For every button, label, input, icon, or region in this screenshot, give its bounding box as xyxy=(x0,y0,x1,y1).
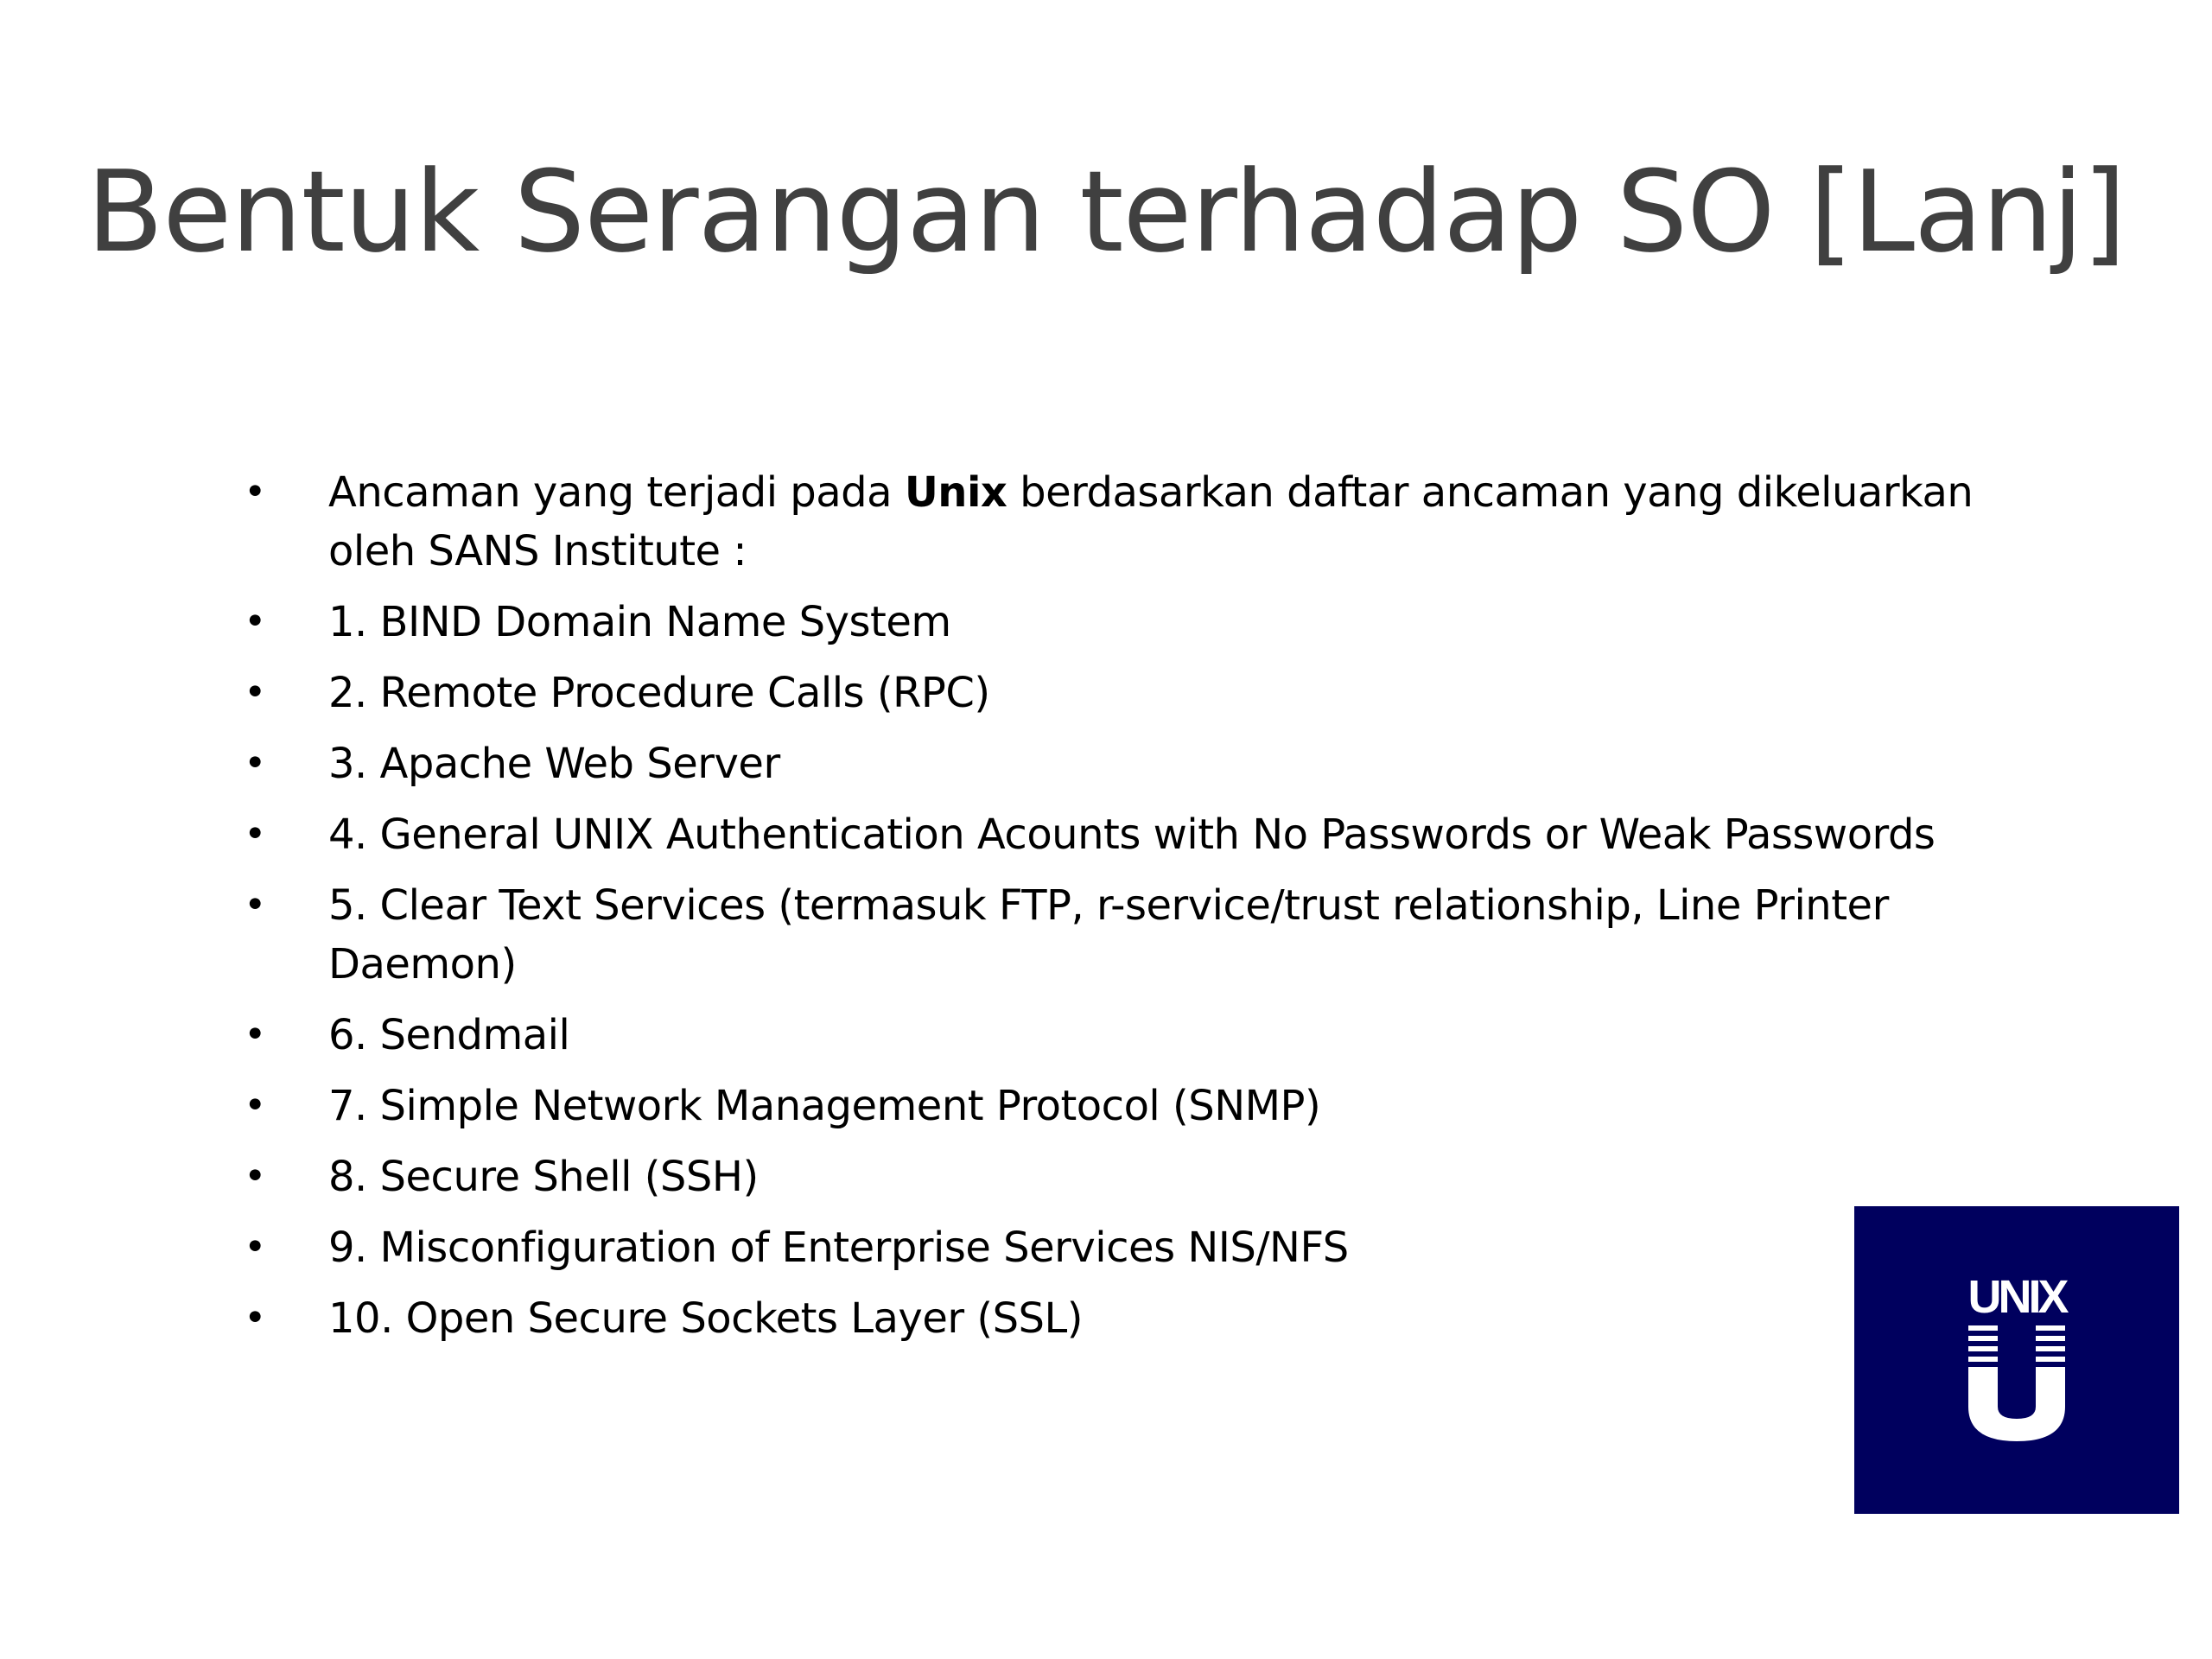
bullet-dot: • xyxy=(244,470,266,514)
list-item-text: 9. Misconfiguration of Enterprise Services NIS/NFS xyxy=(328,1224,1349,1272)
unix-logo-graphic xyxy=(1854,1206,2179,1514)
list-item xyxy=(242,1147,2039,1206)
intro-text-after: berdasarkan daftar ancaman yang dikeluarkan oleh SANS Institute : xyxy=(328,468,1974,575)
list-item xyxy=(242,1218,2039,1277)
list-item-text: 1. BIND Domain Name System xyxy=(328,598,951,646)
bullet-dot: • xyxy=(244,812,266,856)
list-item xyxy=(242,593,2039,652)
list-item xyxy=(242,1077,2039,1135)
list-item xyxy=(242,734,2039,793)
bullet-dot: • xyxy=(244,1225,266,1269)
bullet-dot: • xyxy=(244,1013,266,1057)
list-item xyxy=(242,876,2039,994)
list-item-text: 8. Secure Shell (SSH) xyxy=(328,1153,759,1201)
list-item-text: 4. General UNIX Authentication Acounts with No Passwords or Weak Passwords xyxy=(328,810,1936,859)
list-item xyxy=(242,664,2039,722)
list-item xyxy=(242,1289,2039,1348)
slide-title: Bentuk Serangan terhadap SO [Lanj] xyxy=(86,146,2126,277)
list-item xyxy=(242,1006,2039,1065)
bullet-dot: • xyxy=(244,1154,266,1198)
bullet-list xyxy=(242,463,2039,1360)
bullet-intro xyxy=(242,463,2039,581)
list-item-text: 6. Sendmail xyxy=(328,1011,570,1059)
list-item xyxy=(242,805,2039,864)
list-item-text: 10. Open Secure Sockets Layer (SSL) xyxy=(328,1294,1083,1343)
bullet-dot: • xyxy=(244,600,266,644)
list-item-text: 7. Simple Network Management Protocol (SNMP) xyxy=(328,1082,1321,1130)
unix-logo-text: UNIX xyxy=(1967,1271,2066,1323)
intro-text-before: Ancaman yang terjadi pada xyxy=(328,468,905,517)
list-item-text: 3. Apache Web Server xyxy=(328,740,780,788)
bullet-dot: • xyxy=(244,741,266,785)
list-item-text: 2. Remote Procedure Calls (RPC) xyxy=(328,669,990,717)
intro-text-bold: Unix xyxy=(904,468,1007,517)
bullet-dot: • xyxy=(244,1296,266,1340)
unix-logo-icon xyxy=(1854,1206,2179,1514)
list-item-text: 5. Clear Text Services (termasuk FTP, r-service/trust relationship, Line Printer Daemon) xyxy=(328,881,1889,988)
bullet-dot: • xyxy=(244,883,266,927)
bullet-dot: • xyxy=(244,1084,266,1128)
bullet-dot: • xyxy=(244,671,266,715)
